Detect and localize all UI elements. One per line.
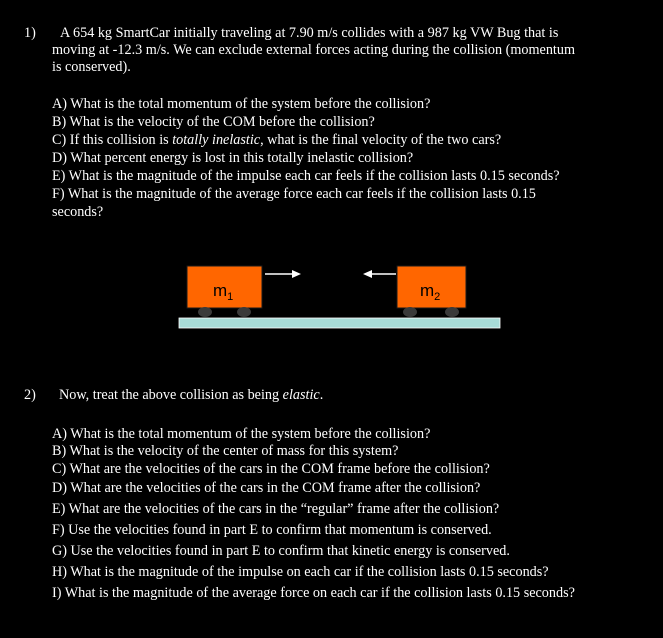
problem-2-question-d: D) What are the velocities of the cars in the COM frame after the collision?	[52, 480, 481, 496]
problem-2-intro-emphasis: elastic	[282, 387, 320, 403]
problem-1-intro-line-3: is conserved).	[52, 59, 131, 75]
question-c-pre: C) If this collision is	[52, 132, 173, 148]
car-1-label: $m_1$	[213, 281, 234, 303]
problem-2-question-a: A) What is the total momentum of the system before the collision?	[52, 426, 431, 442]
problem-2-number: 2)	[24, 387, 36, 403]
problem-2-question-g: G) Use the velocities found in part E to confirm that kinetic energy is conserved.	[52, 543, 510, 559]
car-2-front-wheel	[445, 307, 459, 317]
problem-1-intro-line-2: moving at -12.3 m/s. We can exclude external forces acting during the collision (momentum	[52, 42, 575, 58]
problem-1-number: 1)	[24, 25, 36, 41]
problem-1-question-a: A) What is the total momentum of the system before the collision?	[52, 96, 431, 112]
problem-2-intro-post: .	[319, 387, 324, 403]
car-1-rear-wheel	[198, 307, 212, 317]
problem-2-question-b: B) What is the velocity of the center of mass for this system?	[52, 443, 399, 459]
problem-1-question-f-cont: seconds?	[52, 204, 104, 220]
question-c-emphasis: totally inelastic	[172, 132, 261, 148]
problem-2-question-c: C) What are the velocities of the cars in the COM frame before the collision?	[52, 461, 490, 477]
problem-1-question-b: B) What is the velocity of the COM before the collision?	[52, 114, 375, 130]
problem-2-intro-pre: Now, treat the above collision as being	[59, 387, 283, 403]
problem-1-question-d: D) What percent energy is lost in this totally inelastic collision?	[52, 150, 414, 166]
car-2-rear-wheel	[403, 307, 417, 317]
car-2-arrowhead	[363, 270, 372, 278]
problem-2-question-f: F) Use the velocities found in part E to confirm that momentum is conserved.	[52, 522, 492, 538]
problem-2-question-h: H) What is the magnitude of the impulse on each car if the collision lasts 0.15 seconds?	[52, 564, 549, 580]
problem-2-question-e: E) What are the velocities of the cars in the “regular” frame after the collision?	[52, 501, 500, 517]
car-1-front-wheel	[237, 307, 251, 317]
car-1-arrowhead	[292, 270, 301, 278]
problem-1-question-f: F) What is the magnitude of the average force each car feels if the collision lasts 0.15	[52, 186, 536, 202]
car-2-label: $m_2$	[420, 281, 441, 303]
problem-2-question-i: I) What is the magnitude of the average force on each car if the collision lasts 0.15 seconds?	[52, 585, 575, 601]
track	[179, 318, 500, 328]
question-c-post: , what is the final velocity of the two cars?	[260, 132, 502, 148]
problem-1-intro-line-1: A 654 kg SmartCar initially traveling at 7.90 m/s collides with a 987 kg VW Bug that is	[60, 25, 559, 41]
problem-1-question-e: E) What is the magnitude of the impulse each car feels if the collision lasts 0.15 seconds?	[52, 168, 560, 184]
problem-2-intro	[59, 387, 323, 404]
